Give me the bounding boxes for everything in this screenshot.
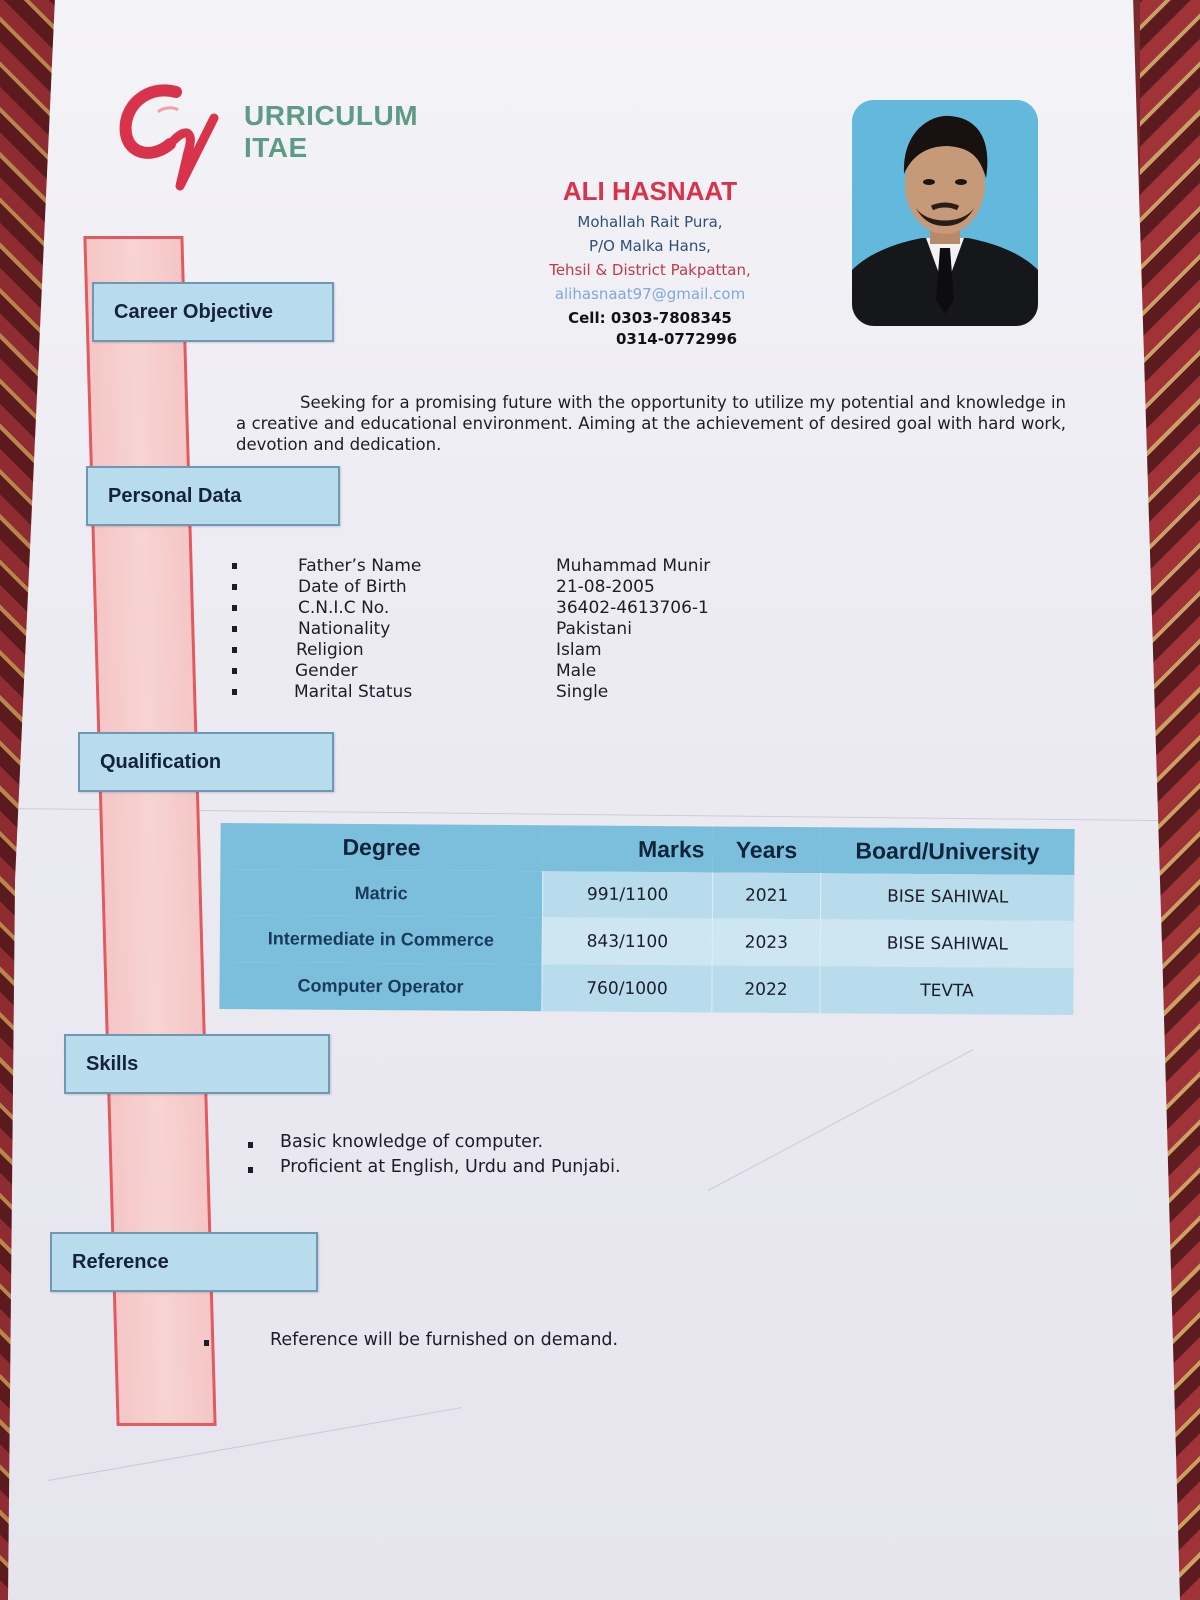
section-personal-data-label: Personal Data [108,484,242,507]
personal-data-label: Date of Birth [298,577,407,597]
table-header-degree: Degree [220,823,542,871]
table-row-3-degree: Computer Operator [219,962,541,1011]
personal-data-value: Islam [556,640,602,660]
section-qualification-label: Qualification [100,750,222,773]
personal-data-bullet [232,584,237,590]
skill-bullet [248,1142,253,1148]
section-skills-label: Skills [86,1052,139,1075]
section-career-objective [92,282,334,342]
table-row-1-degree: Matric [220,869,542,917]
skill-item-1: Basic knowledge of computer. [280,1132,544,1152]
contact-block [500,210,800,330]
personal-data-value: 36402-4613706-1 [556,598,709,618]
table-row-2-degree: Intermediate in Commerce [220,915,542,964]
logo-title-line1: URRICULUM [244,100,419,131]
table-row-2-board: BISE SAHIWAL [820,919,1074,968]
personal-data-value: Single [556,682,609,702]
logo-title [244,100,418,164]
personal-data-value: Male [556,661,597,681]
cell-line [500,306,800,330]
table-header-marks: Marks [542,825,712,872]
address-line-1: Mohallah Rait Pura, [577,213,723,231]
applicant-name: ALI HASNAAT [562,176,738,206]
personal-data-value: Pakistani [556,619,632,639]
skill-item-2: Proficient at English, Urdu and Punjabi. [280,1157,621,1177]
personal-data-label: Religion [296,640,364,660]
table-row-1-years: 2021 [712,872,820,919]
section-skills [64,1034,330,1094]
cell-number-2: 0314-0772996 [616,330,738,348]
table-row-3-board: TEVTA [819,966,1073,1015]
personal-data-label: Marital Status [294,682,413,702]
address-line-3: Tehsil & District Pakpattan, [549,261,751,279]
cell-number-1: 0303-7808345 [610,309,732,327]
section-personal-data [86,466,340,526]
personal-data-bullet [232,689,237,695]
table-row-2-years: 2023 [712,918,820,966]
section-qualification [78,732,334,792]
section-reference [50,1232,318,1292]
table-row-1-board: BISE SAHIWAL [820,873,1074,921]
personal-data-bullet [232,626,237,632]
career-objective-body: Seeking for a promising future with the opportunity to utilize my potential and knowledge in a creative and educational environment. Aiming at the achievement of desired goal with hard work, devotion and dedication. [236,393,1066,454]
profile-photo [852,100,1038,326]
personal-data-bullet [232,647,237,653]
personal-data-label: Father’s Name [298,556,422,576]
career-objective-text [236,392,1066,455]
skill-bullet [248,1167,253,1173]
table-header-years: Years [712,826,820,873]
personal-data-label: Nationality [298,619,391,639]
personal-data-label: C.N.I.C No. [298,598,390,618]
table-header-board: Board/University [820,827,1074,875]
reference-text: Reference will be furnished on demand. [270,1330,619,1350]
table-row-1-marks: 991/1100 [542,871,712,918]
personal-data-value: Muhammad Munir [556,556,711,576]
cv-logo [118,78,228,198]
personal-data-value: 21-08-2005 [556,577,655,597]
section-career-objective-label: Career Objective [114,300,273,323]
qualification-table [219,823,1074,1015]
table-row-2-marks: 843/1100 [542,917,712,965]
personal-data-bullet [232,605,237,611]
table-row-3-marks: 760/1000 [541,964,711,1012]
reference-bullet [204,1340,209,1346]
personal-data-bullet [232,668,237,674]
cell-label: Cell: [568,309,606,327]
personal-data-label: Gender [295,661,358,681]
table-row-3-years: 2022 [711,965,819,1013]
email-address: alihasnaat97@gmail.com [554,285,746,303]
logo-title-line2: ITAE [244,132,308,163]
address-line-2: P/O Malka Hans, [589,237,711,255]
personal-data-bullet [232,563,237,569]
section-reference-label: Reference [72,1250,169,1273]
